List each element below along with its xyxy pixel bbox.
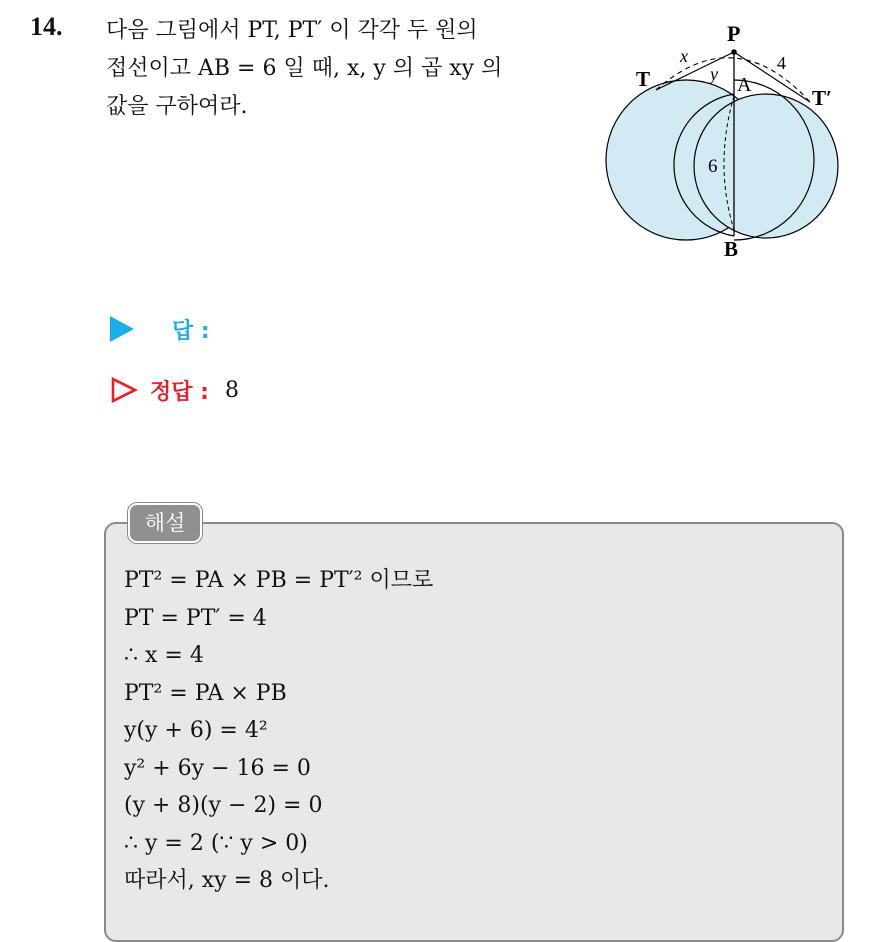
solution-lines — [124, 562, 433, 900]
answer-label: 답 : — [172, 318, 210, 344]
answer-row — [110, 312, 210, 346]
problem-line-2-text: 접선이고 AB = 6 일 때, x, y 의 곱 xy 의 — [106, 56, 503, 81]
problem-line-1-text: 다음 그림에서 PT, PT′ 이 각각 두 원의 — [106, 18, 478, 43]
solution-line: PT² = PA × PB = PT′² 이므로 — [124, 568, 434, 593]
solution-line: PT² = PA × PB — [124, 680, 287, 706]
problem-line-1 — [106, 12, 596, 50]
correct-answer-label: 정답 : — [150, 379, 209, 405]
solution-line: 따라서, xy = 8 이다. — [124, 868, 330, 893]
problem-line-3-text: 값을 구하여라. — [106, 94, 248, 119]
correct-answer-row — [110, 372, 239, 408]
correct-answer-value: 8 — [224, 377, 239, 403]
problem-text — [106, 12, 596, 126]
problem-line-3 — [106, 88, 596, 126]
label-p: P — [727, 21, 741, 46]
solution-line: y² + 6y − 16 = 0 — [124, 755, 311, 781]
solution-line: y(y + 6) = 4² — [124, 718, 268, 743]
solution-line: PT = PT′ = 4 — [124, 605, 267, 631]
label-t-prime: T′ — [812, 86, 832, 110]
label-six: 6 — [708, 156, 718, 177]
solution-line: ∴ y = 2 (∵ y > 0) — [124, 830, 308, 856]
label-b: B — [724, 237, 739, 261]
label-t: T — [636, 67, 651, 91]
point-p — [731, 49, 737, 55]
problem-number: 14. — [30, 12, 63, 41]
solution-line: (y + 8)(y − 2) = 0 — [124, 793, 323, 818]
label-y: y — [710, 64, 718, 84]
outline-triangle-icon — [110, 376, 138, 404]
tangent-circles-diagram — [600, 18, 850, 268]
label-a: A — [737, 74, 752, 96]
solution-line: ∴ x = 4 — [124, 643, 204, 668]
solution-tag: 해설 — [128, 503, 202, 543]
label-four: 4 — [777, 53, 786, 73]
problem-line-2 — [106, 50, 596, 88]
play-triangle-icon — [110, 316, 134, 342]
geometry-figure — [600, 18, 850, 272]
label-x: x — [680, 46, 688, 66]
